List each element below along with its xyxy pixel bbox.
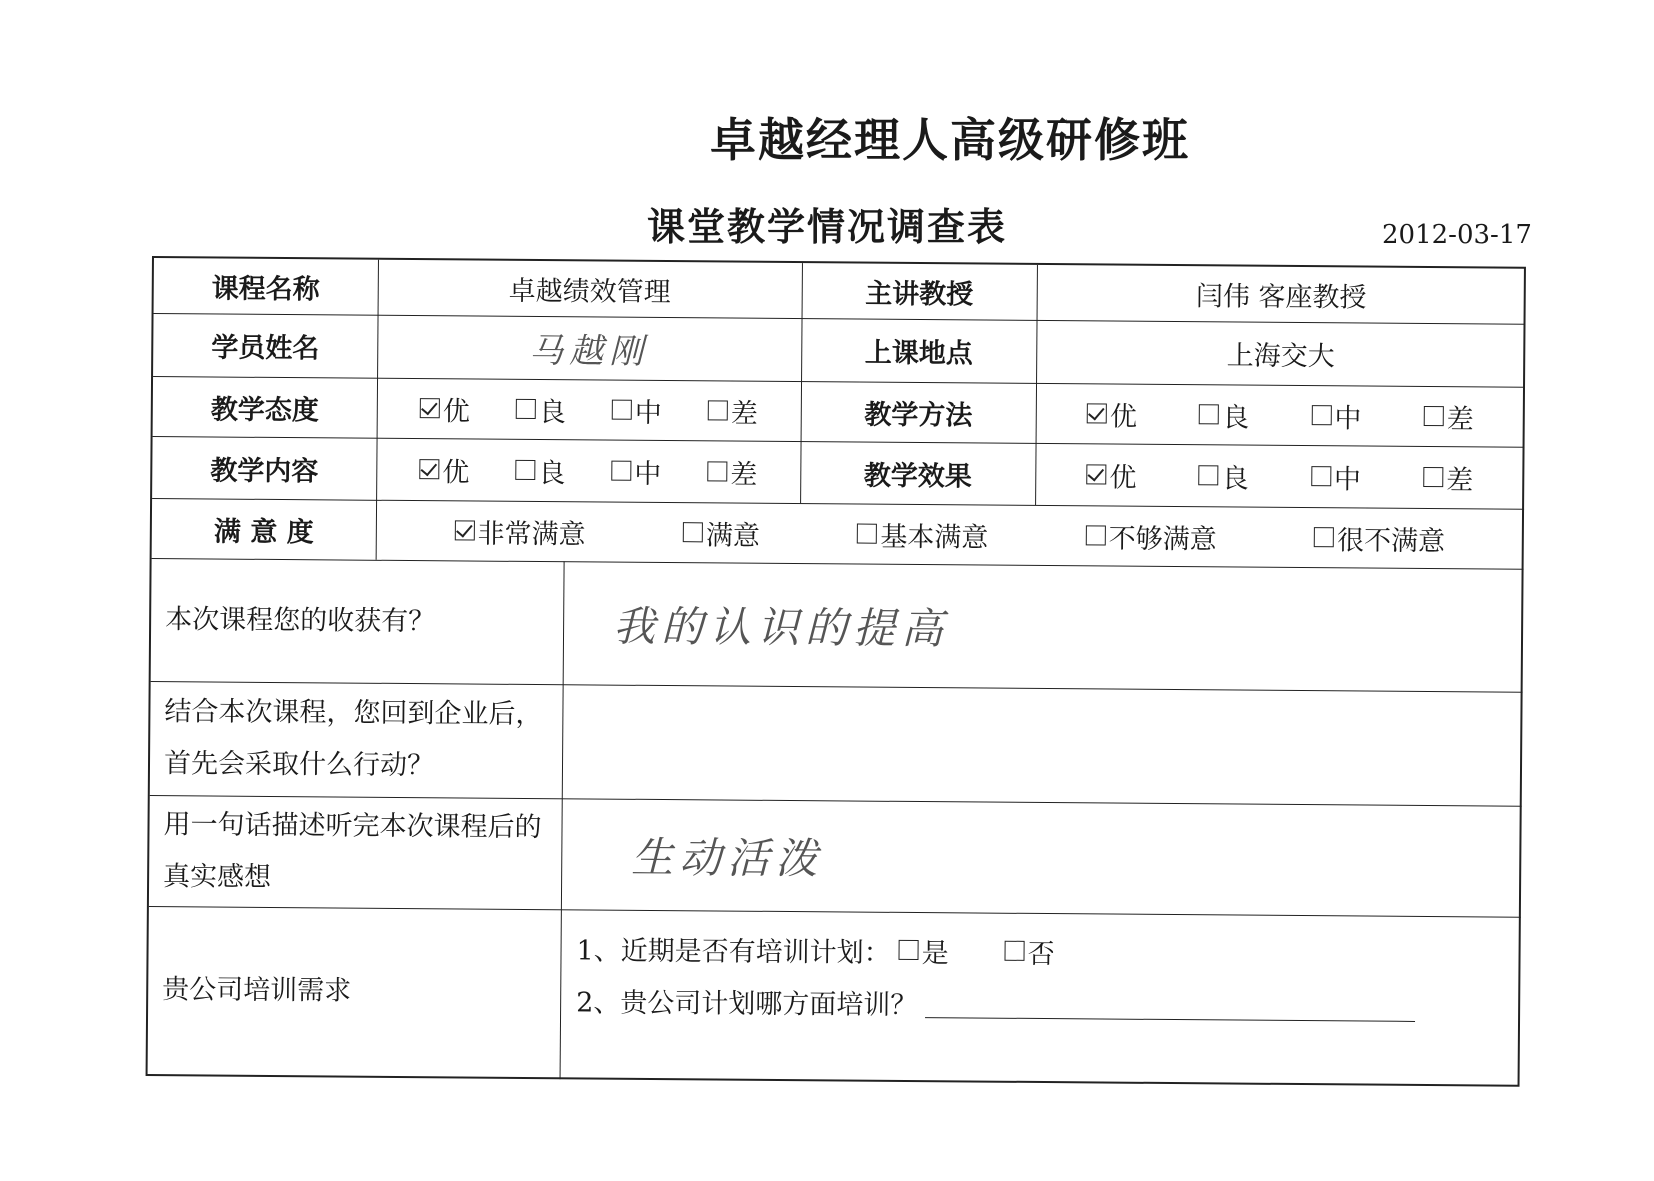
gain-answer-field[interactable] (563, 561, 1524, 692)
checkbox-icon[interactable] (1199, 465, 1219, 485)
yes-label: 是 (921, 937, 949, 969)
checkbox-icon[interactable] (1311, 405, 1331, 425)
training-plan-no[interactable] (1005, 931, 1055, 970)
effect-option[interactable] (1086, 455, 1136, 494)
method-option-label: 良 (1222, 401, 1250, 434)
teaching-method-label: 教学方法 (864, 399, 973, 431)
student-name-label: 学员姓名 (211, 332, 320, 365)
content-option-label: 优 (442, 456, 470, 488)
student-name-field[interactable] (377, 315, 801, 381)
satisfaction-option-label: 不够满意 (1108, 523, 1217, 555)
method-option[interactable] (1199, 395, 1249, 434)
content-option[interactable] (611, 451, 661, 490)
attitude-option[interactable] (708, 391, 758, 430)
checkbox-icon[interactable] (1424, 406, 1444, 426)
satisfaction-option[interactable] (683, 513, 760, 553)
form-title: 卓越经理人高级研修班 (710, 113, 1190, 167)
method-option[interactable] (1424, 396, 1474, 435)
attitude-option-label: 中 (634, 397, 662, 429)
effect-option-label: 良 (1221, 462, 1249, 495)
satisfaction-option[interactable] (857, 514, 988, 554)
attitude-option-label: 良 (538, 396, 566, 428)
attitude-option[interactable] (516, 389, 566, 428)
feeling-answer-handwriting: 生动活泼 (631, 832, 824, 883)
satisfaction-option[interactable] (1314, 518, 1445, 558)
effect-option[interactable] (1199, 456, 1249, 495)
satisfaction-options (376, 500, 1524, 569)
form-date: 2012-03-17 (1382, 220, 1532, 250)
checkbox-icon[interactable] (683, 522, 703, 542)
effect-option-label: 差 (1446, 464, 1474, 496)
checkbox-icon[interactable] (1311, 466, 1331, 486)
teaching-method-options (1036, 383, 1525, 447)
checkbox-icon[interactable] (899, 940, 919, 960)
teaching-content-options (376, 438, 800, 503)
teaching-content-label: 教学内容 (210, 454, 319, 487)
attitude-option-label: 差 (730, 398, 758, 430)
action-answer-field[interactable] (562, 684, 1523, 806)
checkbox-icon[interactable] (1423, 467, 1443, 487)
feeling-answer-field[interactable] (561, 798, 1522, 917)
action-question: 结合本次课程，您回到企业后，首先会采取什么行动？ (163, 696, 543, 782)
content-option[interactable] (419, 450, 469, 489)
feeling-question: 用一句话描述听完本次课程后的真实感想 (163, 808, 542, 893)
method-option[interactable] (1311, 396, 1361, 435)
checkbox-icon[interactable] (857, 524, 877, 544)
effect-option[interactable] (1423, 457, 1473, 496)
method-option-label: 中 (1334, 402, 1362, 435)
checkbox-icon[interactable] (1314, 527, 1334, 547)
training-plan-line (576, 921, 1520, 980)
checkbox-icon[interactable] (1086, 525, 1106, 545)
checked-checkbox-icon[interactable] (1087, 403, 1107, 423)
method-option-label: 优 (1109, 401, 1138, 433)
checkbox-icon[interactable] (612, 400, 632, 420)
lecturer-value: 闫伟 客座教授 (1195, 281, 1367, 314)
teaching-effect-label: 教学效果 (863, 460, 972, 492)
checkbox-icon[interactable] (707, 461, 727, 481)
checked-checkbox-icon[interactable] (419, 459, 439, 479)
checkbox-icon[interactable] (1005, 941, 1025, 961)
teaching-effect-options (1035, 443, 1524, 509)
satisfaction-label: 满 意 度 (213, 515, 314, 548)
training-plan-yes[interactable] (899, 930, 949, 969)
checkbox-icon[interactable] (1199, 404, 1219, 424)
gain-question: 本次课程您的收获有？ (165, 603, 436, 637)
gain-answer-handwriting: 我的认识的提高 (612, 601, 950, 653)
no-label: 否 (1027, 938, 1055, 970)
checked-checkbox-icon[interactable] (454, 520, 474, 540)
satisfaction-option[interactable] (1086, 516, 1217, 556)
course-name-label: 课程名称 (211, 273, 320, 306)
survey-table (146, 256, 1526, 1087)
satisfaction-option[interactable] (454, 511, 585, 551)
method-option[interactable] (1087, 394, 1137, 433)
effect-option-label: 中 (1333, 463, 1362, 496)
attitude-option[interactable] (612, 390, 662, 429)
training-topic-line (576, 973, 1520, 1032)
teaching-attitude-options (377, 378, 801, 441)
training-question: 贵公司培训需求 (162, 974, 352, 1007)
content-option-label: 良 (538, 457, 566, 489)
content-option-label: 中 (634, 458, 662, 490)
satisfaction-option-label: 基本满意 (880, 521, 989, 554)
checkbox-icon[interactable] (611, 461, 631, 481)
training-section (560, 921, 1521, 1033)
checkbox-icon[interactable] (708, 400, 728, 420)
effect-option[interactable] (1311, 457, 1361, 496)
satisfaction-option-label: 很不满意 (1336, 524, 1446, 557)
checked-checkbox-icon[interactable] (420, 398, 440, 418)
lecturer-label: 主讲教授 (865, 278, 974, 311)
content-option[interactable] (707, 452, 757, 491)
satisfaction-option-label: 非常满意 (477, 518, 586, 550)
content-option-label: 差 (730, 459, 758, 491)
checkbox-icon[interactable] (516, 399, 536, 419)
course-name-value: 卓越绩效管理 (508, 275, 671, 309)
training-topic-input[interactable] (925, 987, 1415, 1022)
training-plan-question: 1、近期是否有培训计划： (576, 934, 891, 969)
satisfaction-option-label: 满意 (705, 519, 761, 552)
teaching-attitude-label: 教学态度 (210, 393, 319, 426)
checked-checkbox-icon[interactable] (1086, 464, 1106, 484)
attitude-option[interactable] (420, 389, 470, 428)
attitude-option-label: 优 (442, 395, 470, 428)
checkbox-icon[interactable] (515, 460, 535, 480)
location-value: 上海交大 (1226, 340, 1335, 373)
student-name-signature: 马越刚 (529, 330, 650, 372)
location-label: 上课地点 (864, 337, 973, 370)
method-option-label: 差 (1446, 403, 1474, 435)
effect-option-label: 优 (1109, 462, 1137, 494)
training-topic-question: 2、贵公司计划哪方面培训？ (576, 986, 918, 1021)
content-option[interactable] (515, 450, 565, 489)
form-subtitle: 课堂教学情况调查表 (646, 205, 1007, 249)
